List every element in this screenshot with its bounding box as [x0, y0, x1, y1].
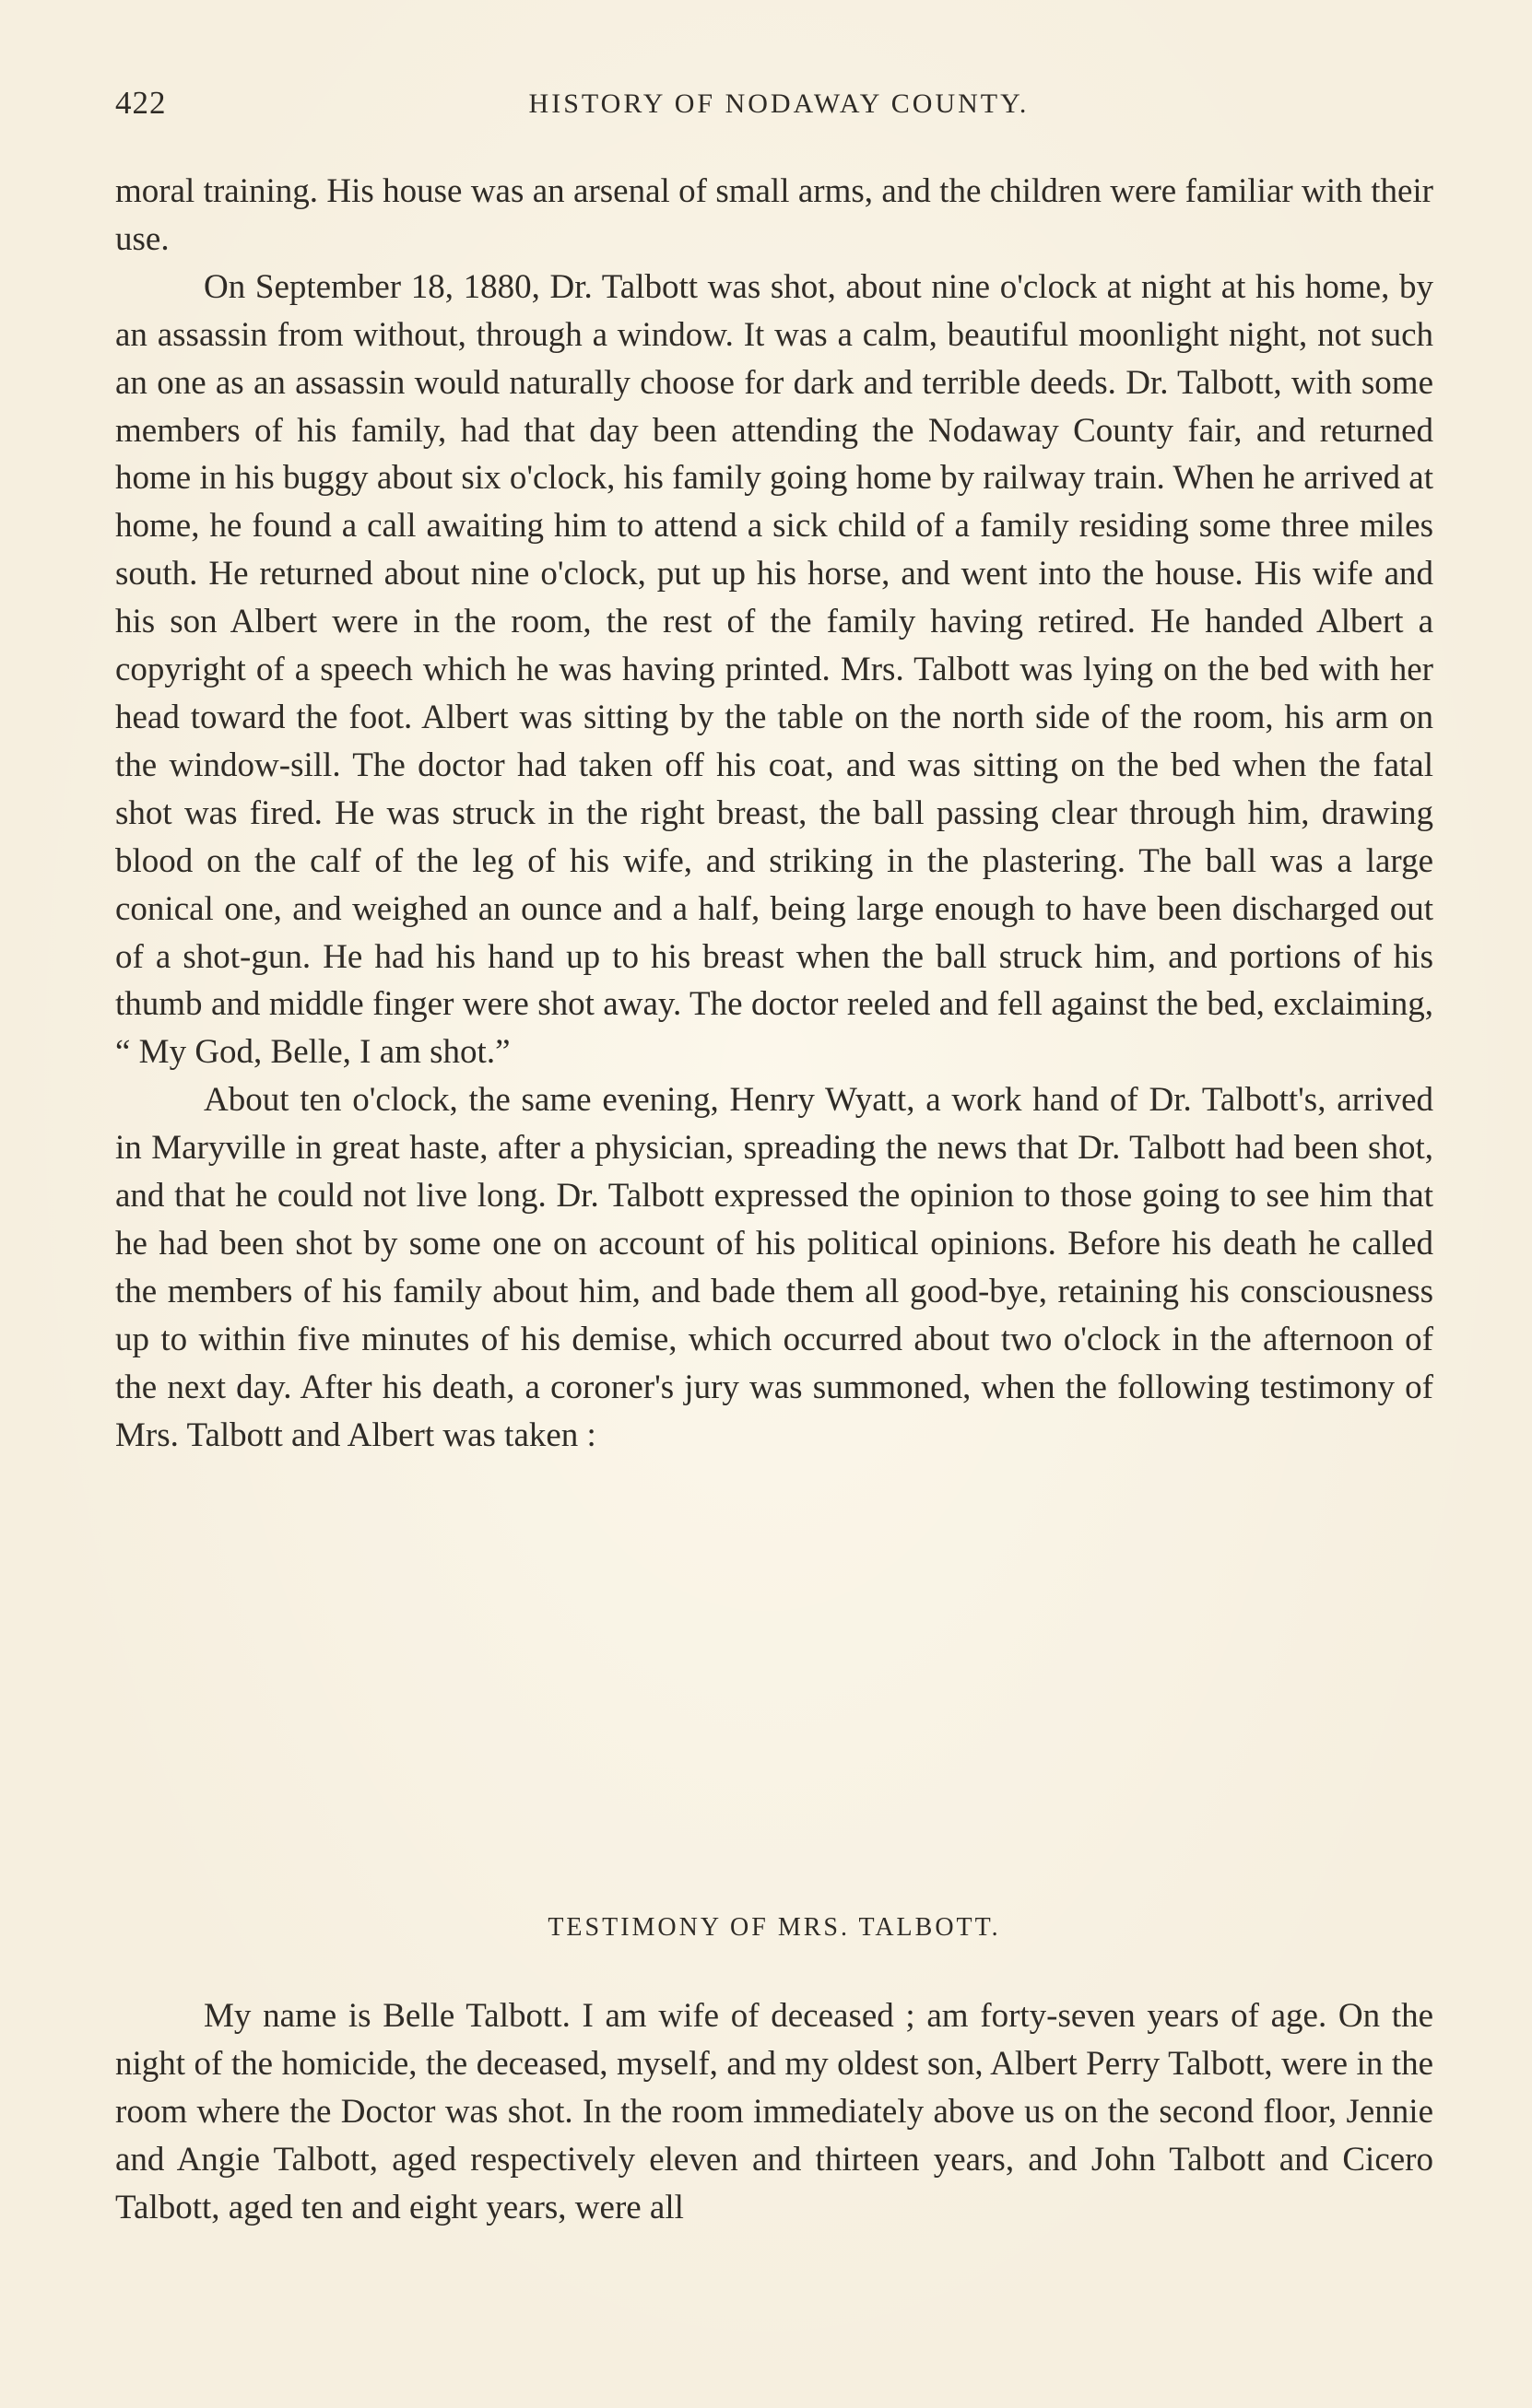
paragraph-continued: moral training. His house was an arsenal of small arms, and the children were familiar with their use. [115, 172, 1433, 258]
testimony-paragraph: My name is Belle Talbott. I am wife of deceased ; am forty-seven years of age. On the night of the homicide, the deceased, myself, and my oldest son, Albert Perry Talbott, were in the room where the Doctor was shot. In the room immediately above us on the second floor, Jennie and Angie Talbott, aged respectively eleven and thirteen years, and John Talbott and Cicero Talbott, aged ten and eight years, were all [115, 1997, 1433, 2226]
paragraph-shooting-account: On September 18, 1880, Dr. Talbott was shot, about nine o'clock at night at his home, by an assassin from without, through a window. It was a calm, beautiful moonlight night, not such an one as an assassin would naturally choose for dark and terrible deeds. Dr. Talbott, with some members of his family, had that day been attending the Nodaway County fair, and returned home in his buggy about six o'clock, his family going home by railway train. When he arrived at home, he found a call awaiting him to attend a sick child of a family residing some three miles south. He returned about nine o'clock, put up his horse, and went into the house. His wife and his son Albert were in the room, the rest of the family having retired. He handed Albert a copyright of a speech which he was having printed. Mrs. Talbott was lying on the bed with her head toward the foot. Albert was sitting by the table on the north side of the room, his arm on the window-sill. The doctor had taken off his coat, and was sitting on the bed when the fatal shot was fired. He was struck in the right breast, the ball passing clear through him, drawing blood on the calf of the leg of his wife, and striking in the plastering. The ball was a large conical one, and weighed an ounce and a half, being large enough to have been discharged out of a shot-gun. He had his hand up to his breast when the ball struck him, and portions of his thumb and middle finger were shot away. The doctor reeled and fell against the bed, exclaiming, “ My God, Belle, I am shot.” [115, 267, 1433, 1072]
section-heading: TESTIMONY OF MRS. TALBOTT. [548, 1913, 1001, 1942]
main-text [115, 168, 1433, 1459]
page-number: 422 [115, 85, 167, 121]
running-head: HISTORY OF NODAWAY COUNTY. [528, 88, 1030, 119]
paragraph-aftermath: About ten o'clock, the same evening, Henry Wyatt, a work hand of Dr. Talbott's, arrived in Maryville in great haste, after a physician, spreading the news that Dr. Talbott had been shot, and that he could not live long. Dr. Talbott expressed the opinion to those going to see him that he had been shot by some one on account of his political opinions. Before his death he called the members of his family about him, and bade them all good-bye, retaining his consciousness up to within five minutes of his demise, which occurred about two o'clock in the afternoon of the next day. After his death, a coroner's jury was summoned, when the following testimony of Mrs. Talbott and Albert was taken : [115, 1081, 1433, 1454]
testimony-text [115, 1992, 1433, 2232]
page-header [115, 85, 1443, 131]
